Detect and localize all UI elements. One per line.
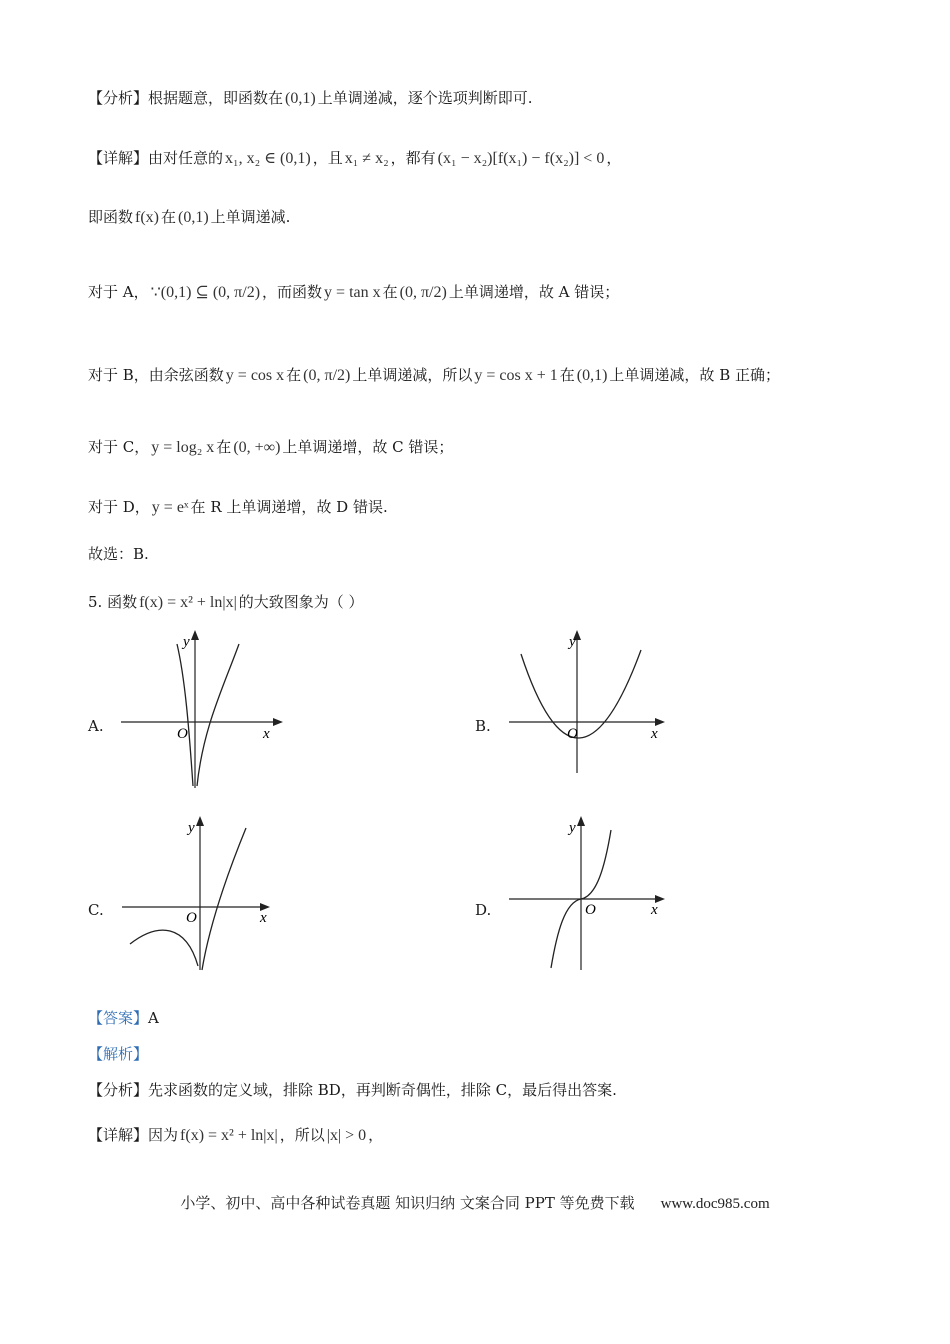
- text: 上单调递减.: [210, 208, 291, 226]
- math-expression: f(x) = x² + ln|x|: [139, 594, 237, 611]
- origin-label: O: [177, 726, 188, 742]
- option-a-graph: [115, 628, 290, 793]
- page-footer: [0, 1192, 950, 1213]
- answer-line: [88, 1008, 159, 1028]
- analysis-tag: 【分析】: [88, 89, 149, 107]
- option-d-analysis: [88, 497, 388, 518]
- question-5: [88, 592, 364, 613]
- text: ，且: [312, 149, 343, 167]
- conclusion-line: [88, 544, 149, 564]
- text: 由对任意的: [148, 149, 224, 167]
- text: 上单调递增，故 C 错误；: [282, 438, 454, 456]
- y-axis-arrow-icon: [196, 816, 204, 826]
- option-c-label: C.: [88, 901, 104, 919]
- text: 上单调递减，逐个选项判断即可.: [317, 89, 533, 107]
- x-label: x: [651, 726, 658, 742]
- math-expression: y = cos x + 1: [474, 367, 558, 384]
- y-label: y: [188, 820, 195, 836]
- math-expression: (0, π/2): [399, 284, 447, 301]
- text: ，所以: [279, 1126, 325, 1144]
- option-c-graph: [118, 812, 288, 974]
- detail-line-2: [88, 1125, 383, 1146]
- detail-tag: 【详解】: [88, 149, 149, 167]
- math-expression: (0, π/2): [303, 367, 351, 384]
- math-expression: f(x) = x² + ln|x|: [180, 1127, 278, 1144]
- answer-value: A: [148, 1009, 159, 1027]
- x-label: x: [651, 902, 658, 918]
- text: ，: [606, 149, 622, 167]
- y-axis-arrow-icon: [191, 630, 199, 640]
- text: 上单调递减，所以: [352, 366, 473, 384]
- text: 5. 函数: [88, 593, 138, 611]
- math-expression: y = eˣ: [151, 499, 189, 516]
- option-a-analysis: [88, 282, 619, 303]
- math-interval: (0,1): [285, 90, 316, 107]
- curve-right: [202, 828, 246, 970]
- text: 对于 A，: [88, 283, 149, 301]
- text: 在: [216, 438, 232, 456]
- body-line: [88, 207, 290, 228]
- explanation-line: [88, 1044, 148, 1064]
- y-label: y: [183, 634, 190, 650]
- curve-left: [177, 644, 193, 786]
- text: 在: [559, 366, 575, 384]
- text: 因为: [148, 1126, 179, 1144]
- y-label: y: [569, 820, 576, 836]
- text: 根据题意，即函数在: [148, 89, 284, 107]
- text: 故选：B.: [88, 545, 149, 563]
- analysis-line-2: [88, 1080, 617, 1100]
- option-d-graph: [505, 812, 675, 974]
- footer-site-link[interactable]: www.doc985.com: [660, 1196, 770, 1212]
- text: ，: [368, 1126, 384, 1144]
- math-expression: (0, +∞): [233, 439, 281, 456]
- x-label: x: [263, 726, 270, 742]
- math-expression: x₁, x₂ ∈ (0,1): [225, 150, 311, 167]
- text: 对于 C，: [88, 438, 150, 456]
- text: 在: [286, 366, 302, 384]
- math-expression: |x| > 0: [326, 1127, 367, 1144]
- origin-label: O: [186, 910, 197, 926]
- math-expression: (0,1): [178, 209, 209, 226]
- curve-right: [197, 644, 239, 786]
- text: 上单调递减，故 B 正确；: [609, 366, 780, 384]
- detail-line: [88, 148, 621, 169]
- text: ，而函数: [262, 283, 323, 301]
- text: 在: [382, 283, 398, 301]
- y-axis-arrow-icon: [577, 816, 585, 826]
- math-expression: x₁ ≠ x₂: [344, 150, 389, 167]
- analysis-line: [88, 88, 532, 109]
- math-expression: y = log₂ x: [151, 439, 215, 456]
- text: 即函数: [88, 208, 134, 226]
- text: 先求函数的定义域，排除 BD，再判断奇偶性，排除 C，最后得出答案.: [148, 1081, 617, 1099]
- math-expression: (x₁ − x₂)[f(x₁) − f(x₂)] < 0: [437, 150, 605, 167]
- text: 上单调递增，故 A 错误；: [448, 283, 620, 301]
- option-b-graph: [505, 628, 680, 778]
- curve: [521, 650, 641, 738]
- x-axis-arrow-icon: [655, 718, 665, 726]
- x-label: x: [260, 910, 267, 926]
- footer-text: 小学、初中、高中各种试卷真题 知识归纳 文案合同 PPT 等免费下载: [180, 1194, 635, 1212]
- text: ，都有: [390, 149, 436, 167]
- text: 对于 D，: [88, 498, 150, 516]
- option-c-analysis: [88, 437, 453, 458]
- math-expression: f(x): [135, 209, 159, 226]
- answer-tag: 【答案】: [88, 1009, 149, 1027]
- curve-left: [130, 930, 198, 966]
- text: 在 R 上单调递增，故 D 错误.: [190, 498, 388, 516]
- math-expression: (0,1): [576, 367, 608, 384]
- option-a-label: A.: [88, 717, 104, 735]
- origin-label: O: [567, 726, 578, 742]
- analysis-tag: 【分析】: [88, 1081, 149, 1099]
- math-expression: y = cos x: [225, 367, 285, 384]
- x-axis-arrow-icon: [273, 718, 283, 726]
- text: 在: [161, 208, 177, 226]
- y-label: y: [569, 634, 576, 650]
- option-b-analysis: [88, 365, 780, 386]
- detail-tag: 【详解】: [88, 1126, 149, 1144]
- text: 的大致图象为（ ）: [238, 593, 364, 611]
- math-expression: y = tan x: [324, 284, 381, 301]
- math-expression: ∵(0,1) ⊆ (0, π/2): [150, 284, 261, 301]
- option-b-label: B.: [475, 717, 491, 735]
- option-d-label: D.: [475, 901, 492, 919]
- text: 对于 B，由余弦函数: [88, 366, 224, 384]
- explanation-tag: 【解析】: [88, 1045, 149, 1063]
- origin-label: O: [585, 902, 596, 918]
